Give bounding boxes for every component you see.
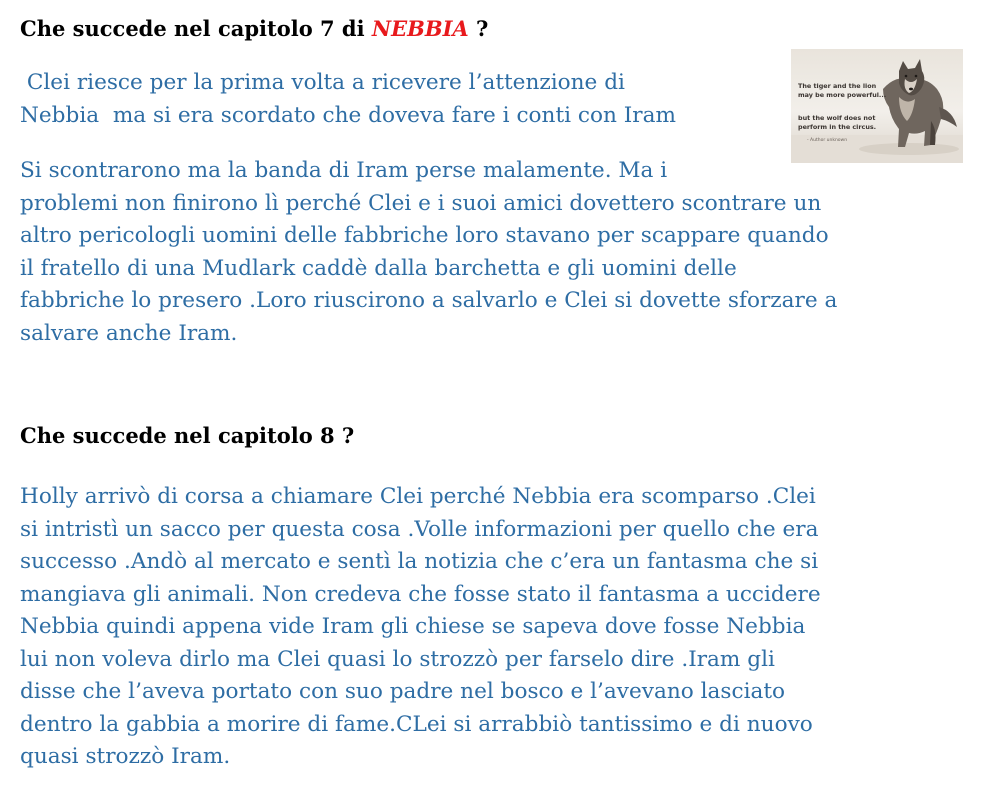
text-line: mangiava gli animali. Non credeva che fosse stato il fantasma a uccidere xyxy=(20,581,821,607)
chapter-8-heading: Che succede nel capitolo 8 ? xyxy=(20,423,355,448)
text-line: disse che l’aveva portato con suo padre nel bosco e l’avevano lasciato xyxy=(20,679,786,704)
chapter-7-summary-paragraph xyxy=(20,155,837,350)
chapter-7-heading-prefix: Che succede nel capitolo 7 di xyxy=(20,16,372,41)
text-line: si intristì un sacco per questa cosa .Volle informazioni per quello che era xyxy=(20,516,819,542)
text-line: Nebbia quindi appena vide Iram gli chiese se sapeva dove fosse Nebbia xyxy=(20,614,806,639)
quote-attribution: - Author unknown xyxy=(807,138,848,143)
text-line: lui non voleva dirlo ma Clei quasi lo strozzò per farselo dire .Iram gli xyxy=(20,646,775,672)
quote-line: perform in the circus. xyxy=(798,123,877,131)
quote-line: but the wolf does not xyxy=(798,114,876,122)
text-line: fabbriche lo presero .Loro riuscirono a salvarlo e Clei si dovette sforzare a xyxy=(20,288,838,313)
text-line: dentro la gabbia a morire di fame.CLei si arrabbiò tantissimo e di nuovo xyxy=(20,711,813,737)
text-line: Clei riesce per la prima volta a ricevere l’attenzione di xyxy=(20,70,625,95)
chapter-8-summary-paragraph xyxy=(20,481,821,774)
wolf-quote-image xyxy=(791,49,963,163)
text-line: il fratello di una Mudlark caddè dalla barchetta e gli uomini delle xyxy=(20,255,737,281)
chapter-7-heading xyxy=(20,16,488,41)
text-line: Holly arrivò di corsa a chiamare Clei perché Nebbia era scomparso .Clei xyxy=(20,484,816,509)
text-line: quasi strozzò Iram. xyxy=(20,744,231,769)
chapter-7-intro-paragraph xyxy=(20,67,676,132)
text-line: problemi non finirono lì perché Clei e i suoi amici dovettero scontrare un xyxy=(20,190,822,216)
text-line: Nebbia ma si era scordato che doveva fare i conti con Iram xyxy=(20,102,676,128)
quote-line: The tiger and the lion xyxy=(798,82,877,90)
chapter-7-heading-suffix: ? xyxy=(468,16,489,41)
text-line: altro pericologli uomini delle fabbriche loro stavano per scappare quando xyxy=(20,223,829,248)
quote-line: may be more powerful... xyxy=(798,91,887,99)
text-line: Si scontrarono ma la banda di Iram perse malamente. Ma i xyxy=(20,158,668,183)
book-title-nebbia: NEBBIA xyxy=(371,16,469,41)
text-line: salvare anche Iram. xyxy=(20,320,238,346)
text-line: successo .Andò al mercato e sentì la notizia che c’era un fantasma che si xyxy=(20,549,819,574)
wolf-illustration xyxy=(791,49,963,163)
